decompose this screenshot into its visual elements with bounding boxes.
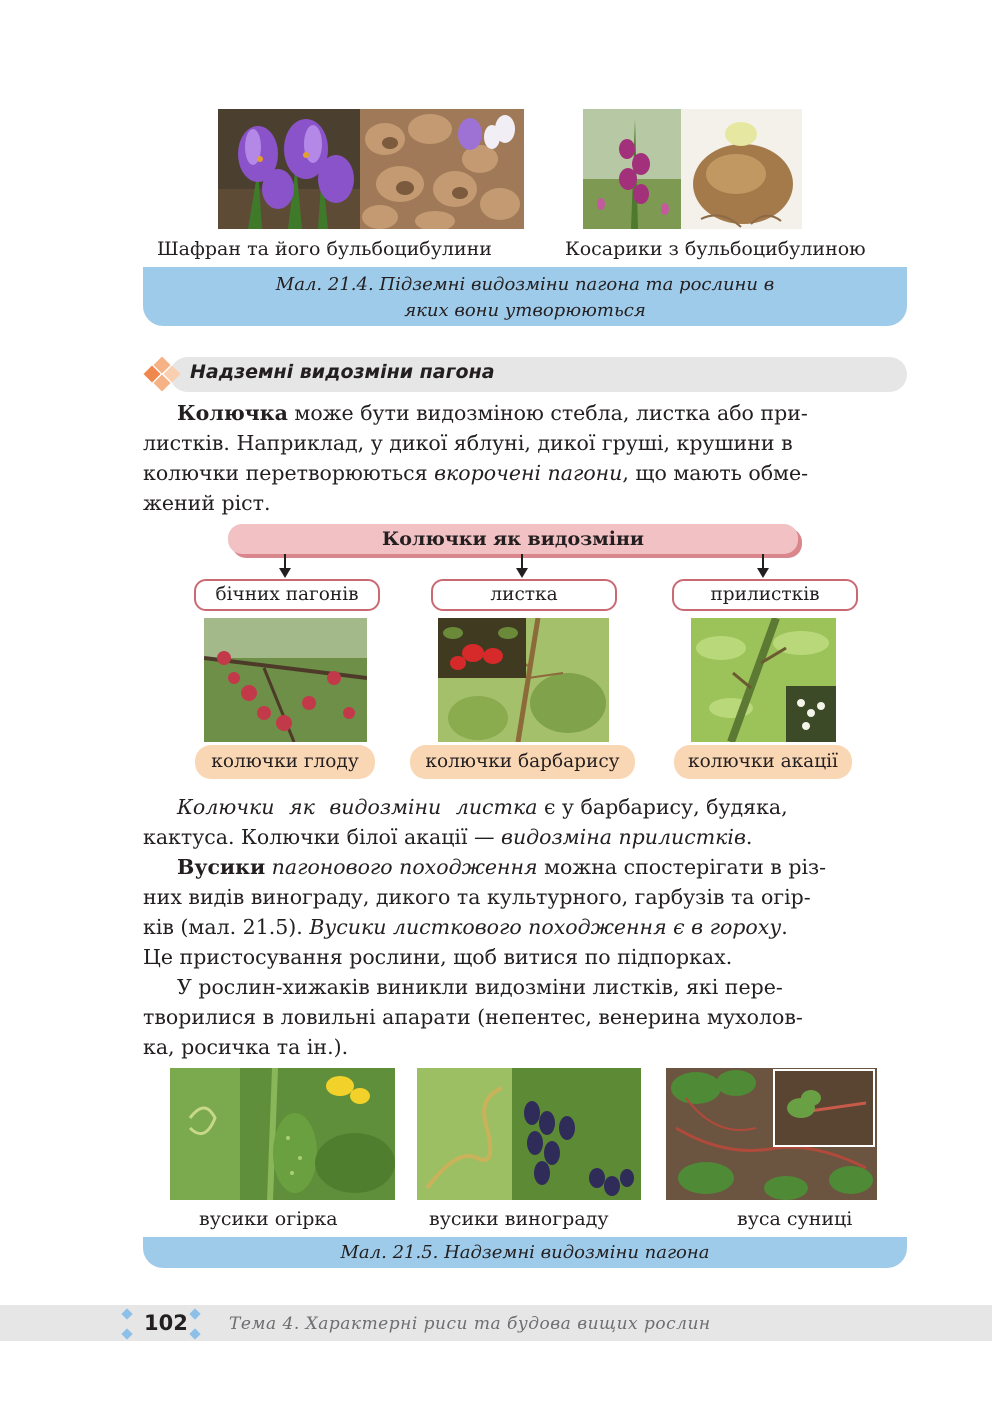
figure-21-4-title	[143, 267, 907, 326]
gladiolus-plant-photo	[583, 109, 681, 229]
text-fragment: є у барбарису, будяка,	[537, 795, 788, 819]
term-leaf-thorns: Колючки як видозміни листка	[177, 795, 538, 819]
section-diamond-icon	[142, 355, 182, 395]
saffron-flowers-photo	[218, 109, 360, 229]
figure-21-5-title: Мал. 21.5. Надземні видозміни пагона	[143, 1237, 907, 1268]
text-fragment: ків (мал. 21.5).	[143, 915, 310, 939]
paragraph-thorn-line4: жений ріст.	[143, 491, 271, 515]
tag-barberry: колючки барбарису	[410, 745, 635, 779]
text-fragment: кактуса. Колючки білої акації —	[143, 825, 502, 849]
footer-topic: Тема 4. Характерні риси та будова вищих рослин	[229, 1314, 711, 1334]
paragraph-carnivorous-line3: ка, росичка та ін.).	[143, 1035, 349, 1059]
paragraph-leaf-thorns-line2	[143, 822, 907, 852]
paragraph-leaf-thorns	[143, 792, 907, 852]
grape-tendrils-photo	[417, 1068, 641, 1200]
caption-gladiolus: Косарики з бульбоцибулиною	[565, 238, 866, 260]
paragraph-tendrils-line2: них видів винограду, дикого та культурного, гарбузів та огір-	[143, 885, 811, 909]
term-thorn: Колючка	[177, 401, 288, 425]
paragraph-thorn-line3	[143, 458, 907, 488]
paragraph-carnivorous	[143, 972, 907, 1062]
paragraph-thorn	[143, 398, 907, 518]
paragraph-tendrils	[143, 852, 907, 972]
tag-acacia: колючки акації	[674, 745, 852, 779]
caption-cucumber: вусики огірка	[199, 1208, 338, 1230]
paragraph-carnivorous-line2: творилися в ловильні апарати (непентес, венерина мухолов-	[143, 1005, 803, 1029]
text-fragment: .	[745, 825, 753, 849]
tag-hawthorn: колючки глоду	[195, 745, 375, 779]
section-title: Надземні видозміни пагона	[190, 361, 495, 383]
figure-21-4-title-line1: Мал. 21.4. Підземні видозміни пагона та рослини в	[275, 274, 775, 295]
term-stipule-modification: видозміна прилистків	[501, 825, 746, 849]
paragraph-thorn-line2: листків. Наприклад, у дикої яблуні, дикої груші, крушини в	[143, 431, 793, 455]
caption-strawberry: вуса суниці	[737, 1208, 853, 1230]
figure-21-4-title-line2: яких вони утворюються	[404, 300, 646, 321]
barberry-thorns-photo	[438, 618, 609, 742]
cucumber-tendrils-photo	[170, 1068, 395, 1200]
paragraph-carnivorous-line1: У рослин-хижаків виникли видозміни листків, які пере-	[177, 975, 783, 999]
scheme-title: Колючки як видозміни	[228, 524, 798, 554]
arrow-down-icon	[762, 554, 764, 570]
text-fragment: колючки перетворюються	[143, 461, 435, 485]
arrow-down-icon	[284, 554, 286, 570]
branch-leaf: листка	[431, 579, 617, 611]
term-shoot-origin: пагонового походження	[265, 855, 538, 879]
acacia-thorns-photo	[691, 618, 836, 742]
branch-side-shoots: бічних пагонів	[194, 579, 380, 611]
paragraph-tendrils-line4: Це пристосування рослини, щоб витися по підпорках.	[143, 945, 733, 969]
page-number: 102	[144, 1311, 188, 1335]
hawthorn-thorns-photo	[204, 618, 367, 742]
strawberry-runners-photo	[666, 1068, 877, 1200]
caption-grape: вусики винограду	[429, 1208, 609, 1230]
text-fragment: може бути видозміною стебла, листка або при-	[287, 401, 808, 425]
term-tendrils: Вусики	[177, 855, 266, 879]
gladiolus-corm-photo	[681, 109, 802, 229]
paragraph-thorn-line1	[143, 398, 907, 428]
saffron-corms-photo	[360, 109, 524, 229]
paragraph-tendrils-line1	[143, 852, 907, 882]
term-leaf-origin: Вусики листкового походження є в гороху	[309, 915, 782, 939]
paragraph-leaf-thorns-line1	[143, 792, 907, 822]
term-shortened-shoots: вкорочені пагони	[434, 461, 623, 485]
caption-saffron: Шафран та його бульбоцибулини	[157, 238, 492, 260]
branch-stipules: прилистків	[672, 579, 858, 611]
arrow-down-icon	[521, 554, 523, 570]
text-fragment: .	[781, 915, 788, 939]
text-fragment: , що мають обме-	[622, 461, 809, 485]
paragraph-tendrils-line3	[143, 912, 907, 942]
text-fragment: можна спостерігати в різ-	[537, 855, 827, 879]
